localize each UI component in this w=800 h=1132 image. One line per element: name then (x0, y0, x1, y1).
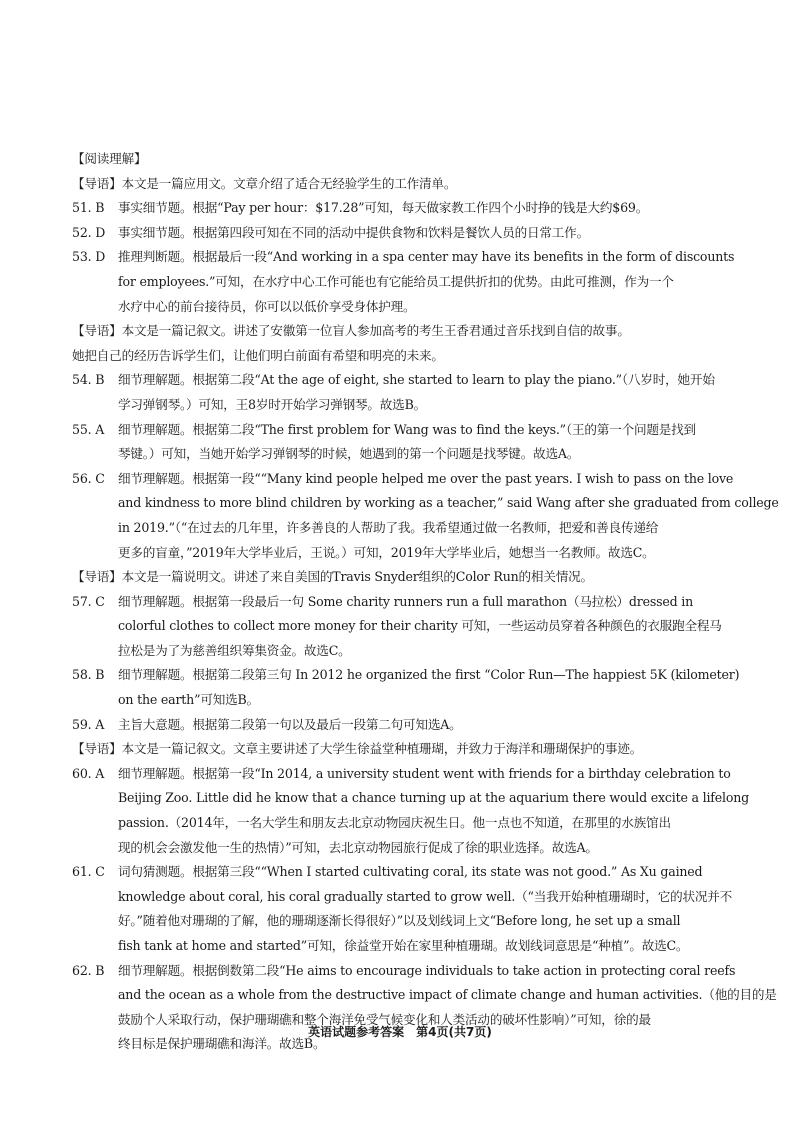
explanation-line: 细节理解题。根据第一段“In 2014, a university student went with friends for a birthday celebration to (118, 765, 731, 781)
question-number: 60. A (72, 765, 105, 781)
explanation-line: knowledge about coral, his coral gradually started to grow well.（“当我开始种植珊瑚时，它的状况并不 (118, 888, 733, 904)
answer-52 (72, 221, 728, 246)
question-number: 58. B (72, 667, 105, 683)
answer-60 (72, 762, 749, 860)
question-number: 57. C (72, 593, 105, 609)
explanation-line: for employees.”可知，在水疗中心工作可能也有它能给员工提供折扣的优势。由此可推测，作为一个 (118, 273, 674, 289)
answer-62 (72, 959, 777, 1057)
explanation-line: Beijing Zoo. Little did he know that a chance turning up at the aquarium there would excite a lifelong (118, 790, 749, 806)
answer-59 (72, 713, 728, 738)
explanation-line: 事实细节题。根据第四段可知在不同的活动中提供食物和饮料是餐饮人员的日常工作。 (118, 224, 589, 240)
explanation-line: 琴键。）可知，当她开始学习弹钢琴的时候，她遇到的第一个问题是找琴键。故选A。 (118, 446, 580, 462)
explanation-line: 学习弹钢琴。）可知，王8岁时开始学习弹钢琴。故选B。 (118, 396, 427, 412)
question-number: 52. D (72, 224, 106, 240)
answer-51 (72, 196, 728, 221)
explanation-line: 词句猜测题。根据第三段““When I started cultivating coral, its state was not good.” As Xu gained (118, 864, 703, 880)
explanation-line: 鼓励个人采取行动，保护珊瑚礁和整个海洋免受气候变化和人类活动的破坏性影响）”可知，徐的最 (118, 1011, 651, 1027)
explanation-line: 细节理解题。根据第一段最后一句 Some charity runners run a full marathon（马拉松）dressed in (118, 593, 694, 609)
answer-content (72, 147, 779, 1057)
explanation-line: 主旨大意题。根据第二段第一句以及最后一段第二句可知选A。 (118, 716, 462, 732)
passage-intro-b: 【导语】本文是一篇记叙文。讲述了安徽第一位盲人参加高考的考生王香君通过音乐找到自信的故事。 (72, 323, 630, 339)
question-number: 55. A (72, 421, 105, 437)
explanation-line: on the earth”可知选B。 (118, 692, 259, 708)
question-number: 54. B (72, 372, 105, 388)
page-footer: 英语试题参考答案 第4页(共7页) (308, 1025, 492, 1039)
explanation-line: 现的机会会激发他一生的热情）”可知，去北京动物园旅行促成了徐的职业选择。故选A。 (118, 839, 598, 855)
passage-intro-c: 【导语】本文是一篇说明文。讲述了来自美国的Travis Snyder组织的Color Run的相关情况。 (72, 569, 593, 585)
explanation-line: and the ocean as a whole from the destructive impact of climate change and human activities.（他的目的是 (118, 987, 777, 1003)
answer-58 (72, 663, 740, 712)
explanation-line: 好。”随着他对珊瑚的了解，他的珊瑚逐渐长得很好）”以及划线词上文“Before long, he set up a small (118, 913, 681, 929)
question-number: 51. B (72, 200, 105, 216)
passage-intro-b: 她把自己的经历告诉学生们，让他们明白前面有希望和明亮的未来。 (72, 347, 444, 363)
question-number: 62. B (72, 962, 105, 978)
explanation-line: 事实细节题。根据“Pay per hour：$17.28”可知，每天做家教工作四个小时挣的钱是大约$69。 (118, 200, 649, 216)
explanation-line: 水疗中心的前台接待员，你可以以低价享受身体护理。 (118, 298, 416, 314)
section-title: 【阅读理解】 (72, 151, 147, 166)
explanation-line: colorful clothes to collect more money for their charity 可知，一些运动员穿着各种颜色的衣服跑全程马 (118, 618, 722, 634)
answer-56 (72, 467, 779, 565)
explanation-line: 细节理解题。根据第二段“At the age of eight, she started to learn to play the piano.”（八岁时，她开始 (118, 372, 715, 388)
explanation-line: 拉松是为了为慈善组织筹集资金。故选C。 (118, 642, 351, 658)
explanation-line: 细节理解题。根据第二段“The first problem for Wang was to find the keys.”（王的第一个问题是找到 (118, 421, 696, 437)
question-number: 56. C (72, 470, 105, 486)
explanation-line: fish tank at home and started”可知，徐益堂开始在家里种植珊瑚。故划线词意思是“种植”。故选C。 (118, 938, 689, 953)
answer-53 (72, 245, 735, 319)
passage-intro-d: 【导语】本文是一篇记叙文。文章主要讲述了大学生徐益堂种植珊瑚，并致力于海洋和珊瑚保护的事迹。 (72, 741, 643, 757)
explanation-line: 细节理解题。根据第二段第三句 In 2012 he organized the first “Color Run—The happiest 5K (kilometer) (118, 667, 740, 683)
explanation-line: 细节理解题。根据第一段““Many kind people helped me over the past years. I wish to pass on the love (118, 470, 734, 486)
answer-57 (72, 590, 728, 664)
explanation-line: 推理判断题。根据最后一段“And working in a spa center may have its benefits in the form of discounts (118, 249, 735, 265)
question-number: 61. C (72, 864, 105, 880)
answer-55 (72, 418, 728, 467)
explanation-line: in 2019.”（“在过去的几年里，许多善良的人帮助了我。我希望通过做一名教师，把爱和善良传递给 (118, 519, 659, 535)
explanation-line: 细节理解题。根据倒数第二段“He aims to encourage individuals to take action in protecting coral reefs (118, 962, 736, 978)
passage-intro-a: 【导语】本文是一篇应用文。文章介绍了适合无经验学生的工作清单。 (72, 175, 457, 191)
explanation-line: 更多的盲童，”2019年大学毕业后，王说。）可知，2019年大学毕业后，她想当一名教师。故选C。 (118, 544, 655, 560)
answer-61 (72, 860, 733, 958)
explanation-line: passion.（2014年，一名大学生和朋友去北京动物园庆祝生日。他一点也不知道，在那里的水族馆出 (118, 815, 671, 831)
explanation-line: and kindness to more blind children by working as a teacher,” said Wang after she graduated from college (118, 495, 779, 511)
question-number: 53. D (72, 249, 106, 265)
answer-54 (72, 368, 728, 417)
question-number: 59. A (72, 716, 105, 732)
explanation-line: 终目标是保护珊瑚礁和海洋。故选B。 (118, 1036, 326, 1052)
